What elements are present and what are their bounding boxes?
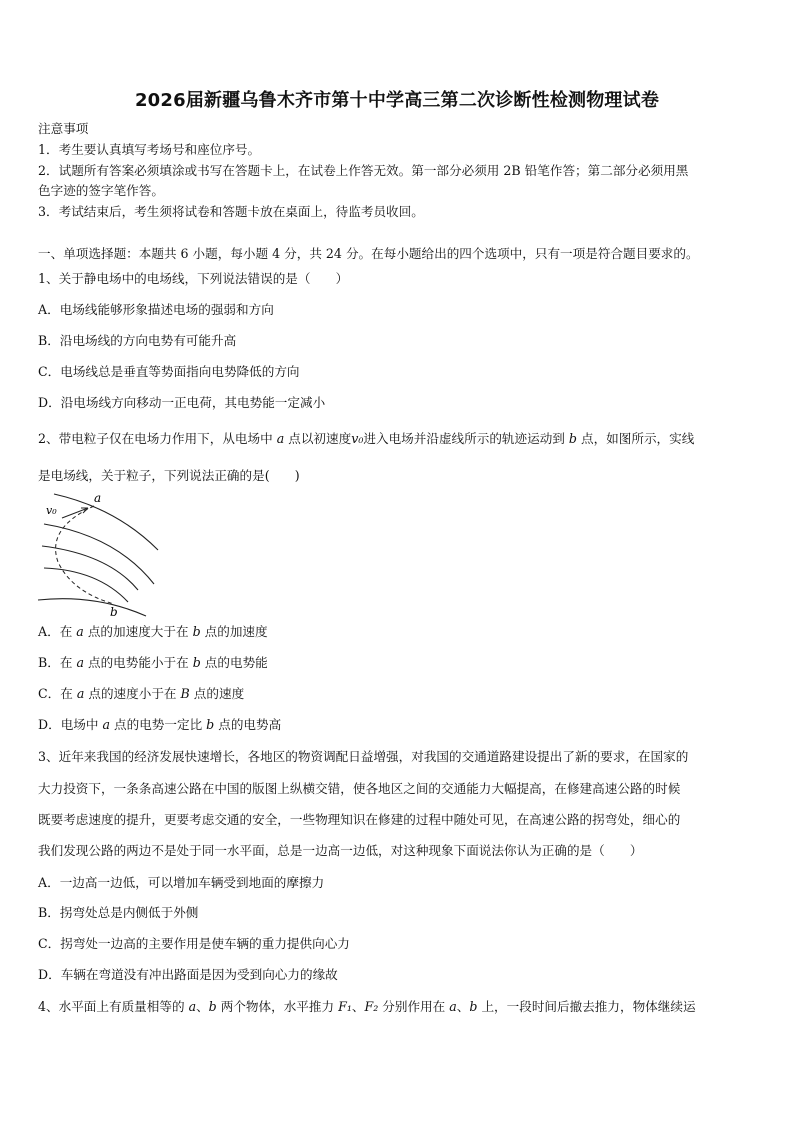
q4-force-f1: F₁ — [338, 999, 352, 1014]
q2-point-b: b — [568, 431, 577, 446]
question-1-option-c: C．电场线总是垂直等势面指向电势降低的方向 — [38, 364, 300, 379]
opt-text: 点的电势高 — [214, 717, 282, 732]
opt-text: C．在 — [38, 686, 77, 701]
opt-point: b — [192, 624, 201, 639]
question-3-option-a: A．一边高一边低，可以增加车辆受到地面的摩擦力 — [38, 875, 325, 890]
q2-text: 点，如图所示，实线 — [576, 431, 695, 446]
opt-text: 点的电势一定比 — [110, 717, 207, 732]
opt-text: A．在 — [38, 624, 77, 639]
opt-point: b — [192, 655, 201, 670]
opt-point: a — [76, 686, 85, 701]
q2-text: 进入电场并沿虚线所示的轨迹运动到 — [363, 431, 569, 446]
question-2-stem-line2: 是电场线，关于粒子，下列说法正确的是( ) — [38, 468, 300, 483]
q4-body-b: b — [469, 999, 478, 1014]
question-1-option-a: A．电场线能够形象描述电场的强弱和方向 — [38, 302, 274, 317]
q2-text: 点以初速度 — [284, 431, 352, 446]
q2-text: 2、带电粒子仅在电场力作用下，从电场中 — [38, 431, 277, 446]
field-line — [44, 568, 128, 602]
opt-point: b — [206, 717, 215, 732]
question-2-stem — [38, 430, 758, 448]
opt-text: 点的速度小于在 — [84, 686, 181, 701]
q4-text: 、 — [351, 999, 365, 1014]
question-1-option-d: D．沿电场线方向移动一正电荷，其电势能一定减小 — [38, 395, 326, 410]
question-1-option-b: B．沿电场线的方向电势有可能升高 — [38, 333, 237, 348]
field-line — [38, 599, 146, 616]
question-3-option-d: D．车辆在弯道没有冲出路面是因为受到向心力的缘故 — [38, 967, 338, 982]
question-3-option-b: B．拐弯处总是内侧低于外侧 — [38, 905, 199, 920]
opt-text: 点的加速度 — [200, 624, 268, 639]
field-line — [44, 524, 154, 584]
q4-text: 、 — [456, 999, 470, 1014]
field-line — [54, 494, 158, 550]
question-4-stem — [38, 998, 758, 1016]
q4-body-a: a — [188, 999, 197, 1014]
opt-text: 点的电势能小于在 — [83, 655, 193, 670]
note-item-2-cont: 色字迹的签字笔作答。 — [38, 183, 164, 198]
opt-text: D．电场中 — [38, 717, 103, 732]
question-3-line-2: 大力投资下，一条条高速公路在中国的版图上纵横交错，使各地区之间的交通能力大幅提高，在修建高速公路的时候 — [38, 781, 681, 796]
opt-point: a — [76, 624, 84, 639]
q4-text: 4、水平面上有质量相等的 — [38, 999, 189, 1014]
opt-point: a — [76, 655, 84, 670]
q4-text: 、 — [196, 999, 209, 1014]
note-item-2: 2．试题所有答案必须填涂或书写在答题卡上，在试卷上作答无效。第一部分必须用 2B 铅笔作答；第二部分必须用黑 — [38, 163, 689, 178]
electric-field-diagram — [36, 488, 166, 620]
label-b: b — [110, 605, 118, 619]
question-2-option-b — [38, 654, 758, 672]
section-heading: 一、单项选择题：本题共 6 小题，每小题 4 分，共 24 分。在每小题给出的四个选项中，只有一项是符合题目要求的。 — [38, 246, 699, 261]
q4-text: 分别作用在 — [378, 999, 450, 1014]
q4-body-a: a — [449, 999, 457, 1014]
q4-text: 两个物体，水平推力 — [216, 999, 339, 1014]
label-v0: v₀ — [46, 504, 57, 517]
question-2-option-a — [38, 623, 758, 641]
opt-point: a — [102, 717, 110, 732]
q4-force-f2: F₂ — [364, 999, 379, 1014]
question-2-option-d — [38, 716, 758, 734]
question-3-line-3: 既要考虑速度的提升，更要考虑交通的安全，一些物理知识在修建的过程中随处可见，在高速公路的拐弯处，细心的 — [38, 812, 681, 827]
opt-text: 点的加速度大于在 — [83, 624, 193, 639]
opt-text: 点的速度 — [189, 686, 245, 701]
opt-point: B — [180, 686, 190, 701]
field-line — [42, 546, 138, 590]
question-3-line-1: 3、近年来我国的经济发展快速增长，各地区的物资调配日益增强，对我国的交通道路建设提出了新的要求，在国家的 — [38, 749, 689, 764]
question-2-option-c — [38, 685, 758, 703]
q2-v0: v₀ — [351, 431, 364, 446]
question-1-stem: 1、关于静电场中的电场线，下列说法错误的是（ ） — [38, 271, 349, 286]
note-item-3: 3．考试结束后，考生须将试卷和答题卡放在桌面上，待监考员收回。 — [38, 204, 424, 219]
question-3-option-c: C．拐弯处一边高的主要作用是使车辆的重力提供向心力 — [38, 936, 350, 951]
notes-heading: 注意事项 — [38, 121, 89, 136]
opt-text: 点的电势能 — [200, 655, 268, 670]
question-3-line-4: 我们发现公路的两边不是处于同一水平面，总是一边高一边低，对这种现象下面说法你认为正确的是（ ） — [38, 843, 643, 858]
q4-text: 上，一段时间后撤去推力，物体继续运 — [477, 999, 696, 1014]
page-title: 2026届新疆乌鲁木齐市第十中学高三第二次诊断性检测物理试卷 — [134, 90, 660, 111]
label-a: a — [94, 491, 102, 505]
q4-body-b: b — [208, 999, 217, 1014]
q2-point-a: a — [276, 431, 285, 446]
note-item-1: 1．考生要认真填写考场号和座位序号。 — [38, 142, 261, 157]
opt-text: B．在 — [38, 655, 77, 670]
